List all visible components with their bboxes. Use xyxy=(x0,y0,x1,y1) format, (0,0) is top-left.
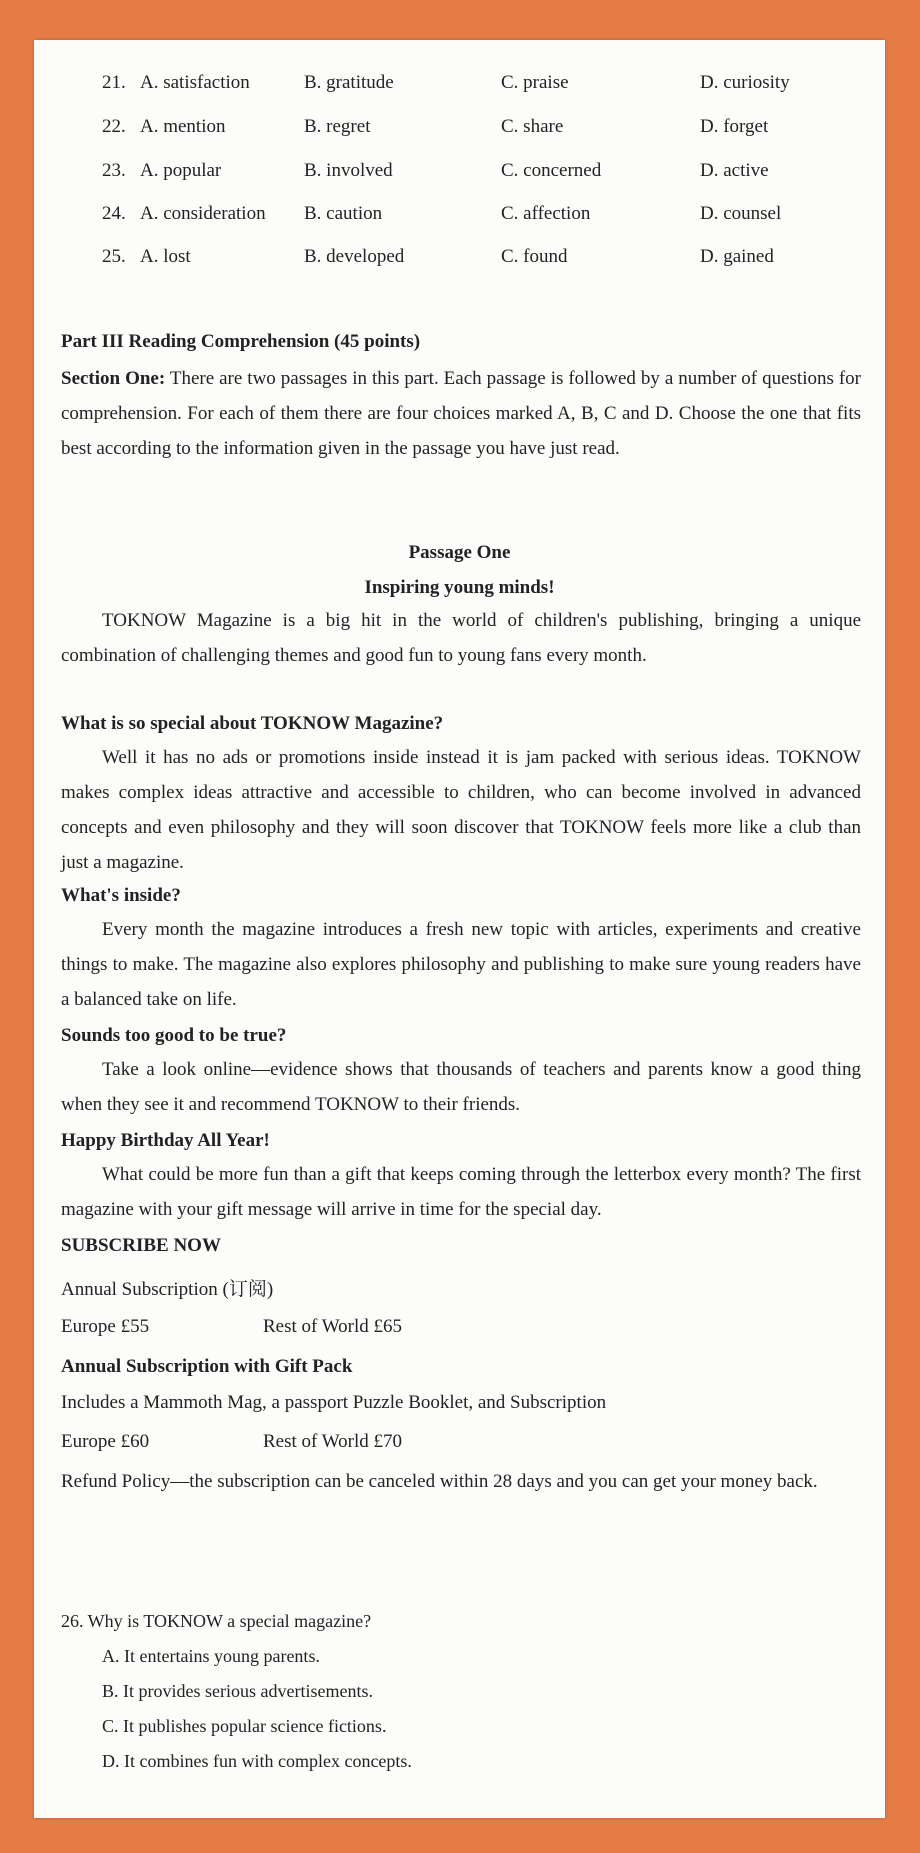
section-heading-special: What is so special about TOKNOW Magazine? xyxy=(61,713,444,734)
option-c: C. share xyxy=(501,116,564,137)
item-number: 23. xyxy=(102,160,126,181)
question-option-a: A. It entertains young parents. xyxy=(102,1646,320,1666)
option-a: A. lost xyxy=(140,246,191,267)
item-number: 25. xyxy=(102,246,126,267)
gift-price-europe: Europe £60 xyxy=(61,1431,150,1452)
exam-page xyxy=(34,40,885,1818)
options-row-21 xyxy=(34,72,885,102)
paragraph-true: Take a look online—evidence shows that thousands of teachers and parents know a good thing when they see it and recommend TOKNOW to their friends. xyxy=(61,1059,861,1115)
option-a: A. popular xyxy=(140,160,222,181)
section-label: Section One: xyxy=(61,368,166,389)
section-heading-birthday: Happy Birthday All Year! xyxy=(61,1130,270,1151)
part-heading: Part III Reading Comprehension (45 points) xyxy=(61,331,421,352)
option-b: B. gratitude xyxy=(304,72,394,93)
options-row-24 xyxy=(34,203,885,233)
option-d: D. gained xyxy=(700,246,774,267)
item-number: 24. xyxy=(102,203,126,224)
paragraph-special: Well it has no ads or promotions inside instead it is jam packed with serious ideas. TOKNOW makes complex ideas attractive and accessible to children, who can become involved in advanced concepts and even philosophy and they will soon discover that TOKNOW feels more like a club than just a magazine. xyxy=(61,747,861,873)
refund-policy: Refund Policy—the subscription can be canceled within 28 days and you can get your money back. xyxy=(61,1471,818,1492)
option-a: A. consideration xyxy=(140,203,266,224)
option-d: D. active xyxy=(700,160,769,181)
paragraph-birthday: What could be more fun than a gift that keeps coming through the letterbox every month? The first magazine with your gift message will arrive in time for the special day. xyxy=(61,1164,861,1220)
annual-subscription: Annual Subscription (订阅) xyxy=(61,1279,274,1300)
option-a: A. satisfaction xyxy=(140,72,250,93)
option-b: B. caution xyxy=(304,203,383,224)
gift-price-rest-of-world: Rest of World £70 xyxy=(263,1431,403,1452)
item-number: 21. xyxy=(102,72,126,93)
passage-label: Passage One xyxy=(408,542,511,563)
subscribe-heading: SUBSCRIBE NOW xyxy=(61,1235,221,1256)
options-row-22 xyxy=(34,116,885,146)
question-option-b: B. It provides serious advertisements. xyxy=(102,1681,373,1701)
gift-pack-heading: Annual Subscription with Gift Pack xyxy=(61,1356,353,1377)
option-d: D. counsel xyxy=(700,203,782,224)
price-rest-of-world: Rest of World £65 xyxy=(263,1316,403,1337)
gift-pack-description: Includes a Mammoth Mag, a passport Puzzle Booklet, and Subscription xyxy=(61,1392,607,1413)
price-europe: Europe £55 xyxy=(61,1316,150,1337)
passage-title: Inspiring young minds! xyxy=(364,577,555,598)
option-b: B. developed xyxy=(304,246,405,267)
question-option-d: D. It combines fun with complex concepts. xyxy=(102,1751,412,1771)
option-b: B. involved xyxy=(304,160,393,181)
option-c: C. found xyxy=(501,246,568,267)
options-row-25 xyxy=(34,246,885,276)
passage-intro: TOKNOW Magazine is a big hit in the world of children's publishing, bringing a unique combination of challenging themes and good fun to young fans every month. xyxy=(61,610,861,666)
option-c: C. concerned xyxy=(501,160,602,181)
option-a: A. mention xyxy=(140,116,226,137)
option-d: D. forget xyxy=(700,116,769,137)
section-text: There are two passages in this part. Each passage is followed by a number of questions for comprehension. For each of them there are four choices marked A, B, C and D. Choose the one that fits best according to the information given in the passage you have just read. xyxy=(61,368,862,459)
section-heading-true: Sounds too good to be true? xyxy=(61,1025,287,1046)
paragraph-inside: Every month the magazine introduces a fresh new topic with articles, experiments and creative things to make. The magazine also explores philosophy and publishing to make sure young readers have a balanced take on life. xyxy=(61,919,861,1010)
option-c: C. affection xyxy=(501,203,591,224)
section-heading-inside: What's inside? xyxy=(61,885,181,906)
option-c: C. praise xyxy=(501,72,569,93)
option-d: D. curiosity xyxy=(700,72,790,93)
question-stem: 26. Why is TOKNOW a special magazine? xyxy=(61,1611,372,1631)
options-row-23 xyxy=(34,160,885,190)
question-option-c: C. It publishes popular science fictions. xyxy=(102,1716,387,1736)
section-instructions xyxy=(61,361,861,466)
option-b: B. regret xyxy=(304,116,371,137)
item-number: 22. xyxy=(102,116,126,137)
